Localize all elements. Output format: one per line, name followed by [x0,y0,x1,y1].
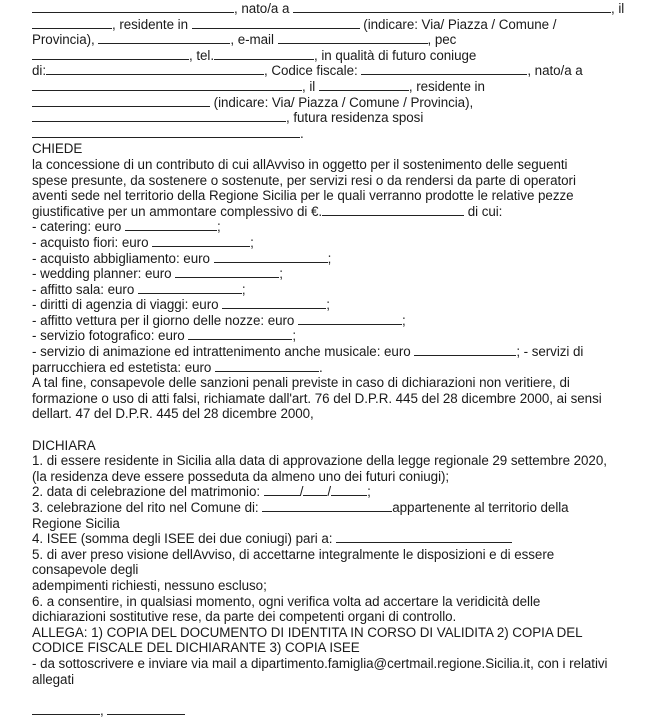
label-provincia: Provincia), [32,32,99,48]
expense-label: - servizio di animazione ed intrattenimento anche musicale: euro [32,344,415,360]
wedding-year-field[interactable] [331,484,367,496]
spacer [32,687,632,703]
tax-code-field[interactable] [361,63,527,75]
expense-item [32,282,632,298]
signature-line [32,703,632,718]
form-line-6 [32,79,632,95]
spouse-address-field[interactable] [32,110,286,122]
residence-field[interactable] [192,17,360,29]
declaration-6-line-1: 6. a consentire, in qualsiasi momento, ogni verifica volta ad accertare la veridicità delle [32,593,541,609]
label-il: , il [611,1,625,16]
expense-end: ; [327,250,332,266]
label-codice-fiscale: , Codice fiscale: [264,63,362,79]
ceremony-comune-field[interactable] [262,500,392,512]
label-residente: , residente in [112,16,192,32]
declaration-5-line-1: 5. di aver preso visione dellAvviso, di accettarne integralmente le disposizioni e di essere [32,546,555,562]
date-separator: / [299,484,304,500]
place-field[interactable] [32,703,100,715]
total-amount-field[interactable] [322,204,464,216]
di-cui-label: di cui: [464,203,503,219]
expense-end: ; - servizi di [516,344,584,360]
label-nato-2: , nato/a a [527,63,583,79]
expense-item [32,297,632,313]
address-field[interactable] [98,32,230,44]
period: . [300,125,304,141]
expense-label: - acquisto fiori: euro [32,234,153,250]
expense-label: - acquisto abbigliamento: euro [32,250,214,266]
closing-line-3: dellart. 47 del D.P.R. 445 del 28 dicembre 2000, [32,406,314,422]
form-line-3 [32,32,632,48]
submission-line-1: - da sottoscrivere e inviare via mail a dipartimento.famiglia@certmail.regione.Sicilia.it, con i relativi [32,655,608,671]
chiede-line-2: spese presunte, da sostenere o sostenute, per servizi resi o da rendersi da parte di operatori [32,172,576,188]
form-line-5 [32,63,632,79]
attachments-line-1: ALLEGA: 1) COPIA DEL DOCUMENTO DI IDENTITA IN CORSO DI VALIDITA 2) COPIA DEL [32,624,583,640]
spacer [32,422,632,438]
expense-item [32,219,632,235]
expense-label: - servizio fotografico: euro [32,328,189,344]
expense-item [32,328,632,344]
ceremony-comune-label: 3. celebrazione del rito nel Comune di: [32,500,263,515]
expense-label: - affitto sala: euro [32,281,138,297]
label-residente-2: , residente in [408,78,485,94]
total-label: giustificative per un ammontare complessivo di €. [32,203,323,219]
expense-item [32,344,632,360]
label-il-2: , il [302,78,319,94]
name-field[interactable] [32,1,234,13]
email-field[interactable] [278,32,428,44]
catering-amount-field[interactable] [125,219,217,231]
expense-end: ; [241,281,246,297]
expense-label: - catering: euro [32,219,125,235]
expense-end: ; [326,297,330,313]
declaration-2 [32,484,632,500]
hair-beauty-amount-field[interactable] [215,360,319,372]
closing-line-2: formazione o uso di atti falsi, richiamate dall'art. 76 del D.P.R. 445 del 28 dicembre 2000, ai sensi [32,390,602,406]
isee-field[interactable] [336,531,512,543]
expense-label: - diritti di agenzia di viaggi: euro [32,297,223,313]
expense-end: ; [292,328,297,344]
declaration-1-line-1: 1. di essere residente in Sicilia alla data di approvazione della legge regionale 29 settembre 2020, [32,453,607,469]
expense-item [32,360,632,376]
dichiara-heading: DICHIARA [32,437,96,453]
form-line-9 [32,126,632,142]
form-document [32,1,632,718]
expense-end: ; [401,312,406,328]
spouse-name-field[interactable] [46,63,264,75]
expense-end: ; [216,219,221,235]
submission-line-2: allegati [32,671,75,687]
expense-item [32,266,632,282]
declaration-3 [32,500,632,516]
declaration-5-line-3: adempimenti richiesti, nessuno escluso; [32,577,267,593]
future-residence-field[interactable] [32,126,300,138]
spouse-birthplace-field[interactable] [32,79,302,91]
form-line-1 [32,1,632,17]
entertainment-amount-field[interactable] [414,344,516,356]
label-indicare-2: (indicare: Via/ Piazza / Comune / Provincia), [210,94,474,110]
form-line-7 [32,95,632,111]
pec-field[interactable] [32,48,189,60]
clothing-amount-field[interactable] [214,251,328,263]
expense-item [32,235,632,251]
spouse-residence-field[interactable] [32,95,210,107]
label-email: , e-mail [230,32,278,48]
spouse-birthdate-field[interactable] [319,79,409,91]
wedding-month-field[interactable] [303,484,327,496]
label-coniuge: , in qualità di futuro coniuge [314,47,477,63]
expense-end: . [319,359,323,375]
date-field[interactable] [107,703,185,715]
expense-end: ; [279,266,283,282]
declaration-3-cont: Regione Sicilia [32,515,120,531]
isee-label: 4. ISEE (somma degli ISEE dei due coniugi) pari a: [32,531,337,547]
attachments-line-2: CODICE FISCALE DEL DICHIARANTE 3) COPIA ISEE [32,640,360,656]
form-line-8 [32,110,632,126]
chiede-heading: CHIEDE [32,141,83,157]
closing-line-1: A tal fine, consapevole delle sanzioni penali previste in caso di dichiarazioni non veritiere, di [32,375,570,391]
travel-agency-amount-field[interactable] [222,297,326,309]
date-separator: / [327,484,332,500]
expense-label: parrucchiera ed estetista: euro [32,359,215,375]
flowers-amount-field[interactable] [152,235,250,247]
form-line-2 [32,17,632,33]
chiede-line-1: la concessione di un contributo di cui allAvviso in oggetto per il sostenimento delle seguenti [32,156,568,172]
form-line-4 [32,48,632,64]
declaration-5-line-2: consapevole degli [32,562,139,578]
territory-label: appartenente al territorio della [392,500,569,515]
phone-field[interactable] [214,48,314,60]
birthdate-field[interactable] [32,17,112,29]
photography-amount-field[interactable] [188,328,292,340]
label-di: di: [32,63,46,79]
expense-end: ; [250,234,254,250]
label-nato: , nato/a a [234,1,294,16]
semicolon: ; [367,484,371,500]
comma: , [100,702,108,718]
wedding-date-label: 2. data di celebrazione del matrimonio: [32,484,264,500]
declaration-6-line-2: dichiarazioni sostitutive rese, da parte dei competenti organi di controllo. [32,609,457,625]
wedding-planner-amount-field[interactable] [175,266,279,278]
chiede-line-3: aventi sede nel territorio della Regione Sicilia per le quali verranno prodotte le relative pezze [32,188,574,204]
label-tel: , tel. [189,47,215,63]
label-futura-residenza: , futura residenza sposi [286,110,424,126]
chiede-total-line [32,204,632,220]
label-indicare: (indicare: Via/ Piazza / Comune / [359,16,557,32]
label-pec: , pec [427,32,457,48]
declaration-4 [32,531,632,547]
wedding-day-field[interactable] [264,484,300,496]
birthplace-field[interactable] [293,1,611,13]
car-rental-amount-field[interactable] [298,313,402,325]
expense-item [32,313,632,329]
expense-item [32,251,632,267]
venue-amount-field[interactable] [138,282,242,294]
declaration-1-line-2: (la residenza deve essere posseduta da almeno uno dei futuri coniugi); [32,468,450,484]
expense-label: - affitto vettura per il giorno delle nozze: euro [32,312,298,328]
expense-label: - wedding planner: euro [32,266,176,282]
